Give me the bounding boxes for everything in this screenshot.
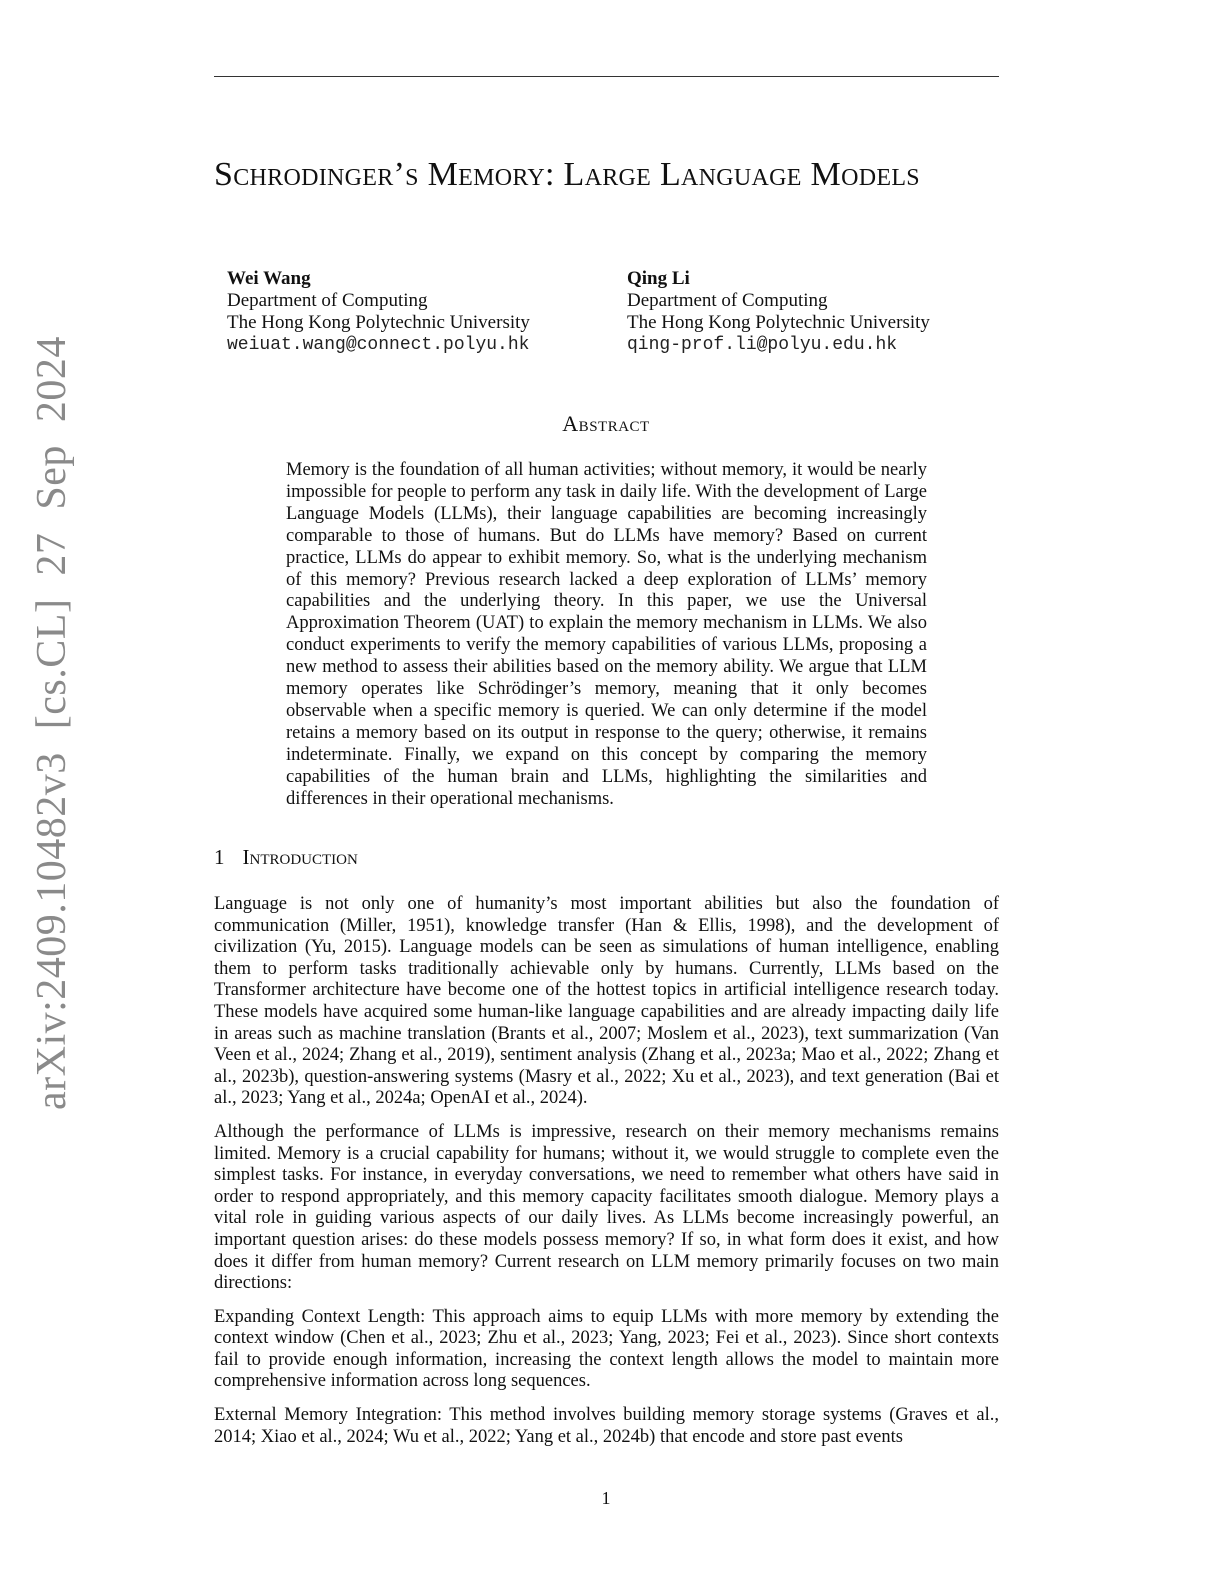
- author-university: The Hong Kong Polytechnic University: [227, 312, 530, 333]
- author-block-2: [627, 268, 930, 356]
- section-title: Introduction: [242, 845, 358, 869]
- header-rule: [214, 76, 999, 77]
- author-department: Department of Computing: [227, 290, 428, 311]
- abstract-text: Memory is the foundation of all human activities; without memory, it would be nearly impossible for people to perform any task in daily life. With the development of Large Language Models (LLMs), their language capabilities are becoming increasingly comparable to those of humans. But do LLMs have memory? Based on current practice, LLMs do appear to exhibit memory. So, what is the underlying mechanism of this memory? Previous research lacked a deep exploration of LLMs’ memory capabilities and the underlying theory. In this paper, we use the Universal Approximation Theorem (UAT) to explain the memory mechanism in LLMs. We also conduct experiments to verify the memory capabilities of various LLMs, proposing a new method to assess their abilities based on the memory ability. We argue that LLM memory operates like Schrödinger’s memory, meaning that it only becomes observable when a specific memory is queried. We can only determine if the model retains a memory based on its output in response to the query; otherwise, it remains indeterminate. Finally, we expand on this concept by comparing the memory capabilities of the human brain and LLMs, highlighting the similarities and differences in their operational mechanisms.: [286, 460, 927, 809]
- section-heading: [214, 845, 358, 870]
- abstract-heading: Abstract: [562, 411, 650, 436]
- author-university: The Hong Kong Polytechnic University: [627, 312, 930, 333]
- page-number: 1: [601, 1488, 611, 1508]
- author-department: Department of Computing: [627, 290, 828, 311]
- body-paragraph: External Memory Integration: This method involves building memory storage systems (Graves et al., 2014; Xiao et al., 2024; Wu et al., 2022; Yang et al., 2024b) that encode and store past events: [214, 1405, 999, 1447]
- author-email: weiuat.wang@connect.polyu.hk: [227, 335, 530, 355]
- body-paragraph: Expanding Context Length: This approach aims to equip LLMs with more memory by extending the context window (Chen et al., 2023; Zhu et al., 2023; Yang, 2023; Fei et al., 2023). Since short contexts fail to provide enough information, increasing the context length allows the model to maintain more comprehensive information across long sequences.: [214, 1306, 999, 1392]
- body-paragraph: Language is not only one of humanity’s most important abilities but also the foundation of communication (Miller, 1951), knowledge transfer (Han & Ellis, 1998), and the development of civilization (Yu, 2015). Language models can be seen as simulations of human intelligence, enabling them to perform tasks traditionally achievable only by humans. Currently, LLMs based on the Transformer architecture have become one of the hottest topics in artificial intelligence research today. These models have acquired some human-like language capabilities and are already impacting daily life in areas such as machine translation (Brants et al., 2007; Moslem et al., 2023), text summarization (Van Veen et al., 2024; Zhang et al., 2019), sentiment analysis (Zhang et al., 2023a; Mao et al., 2022; Zhang et al., 2023b), question-answering systems (Masry et al., 2022; Xu et al., 2023), and text generation (Bai et al., 2023; Yang et al., 2024a; OpenAI et al., 2024).: [214, 894, 999, 1109]
- author-name: Wei Wang: [227, 268, 311, 289]
- author-name: Qing Li: [627, 268, 690, 289]
- author-block-1: [227, 268, 530, 356]
- section-number: 1: [214, 845, 225, 869]
- author-email: qing-prof.li@polyu.edu.hk: [627, 335, 898, 355]
- body-paragraph: Although the performance of LLMs is impressive, research on their memory mechanisms remains limited. Memory is a crucial capability for humans; without it, we would struggle to complete even the simplest tasks. For instance, in everyday conversations, we need to remember what others have said in order to respond appropriately, and this memory capacity facilitates smooth dialogue. Memory plays a vital role in guiding various aspects of our daily lives. As LLMs become increasingly powerful, an important question arises: do these models possess memory? If so, in what form does it exist, and how does it differ from human memory? Current research on LLM memory primarily focuses on two main directions:: [214, 1121, 999, 1294]
- section-body: [214, 894, 999, 1460]
- arxiv-identifier: arXiv:2409.10482v3 [cs.CL] 27 Sep 2024: [29, 336, 75, 1110]
- paper-title: Schrodinger’s Memory: Large Language Models: [214, 156, 920, 193]
